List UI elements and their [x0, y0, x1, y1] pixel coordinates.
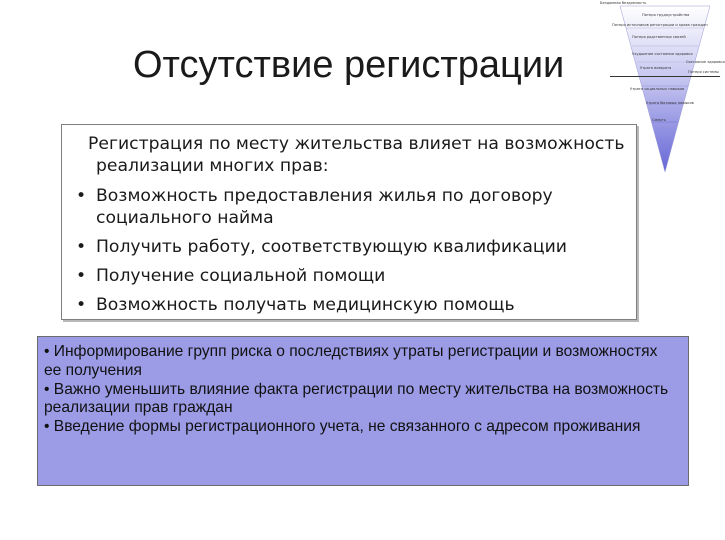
- rights-box: [61, 124, 637, 320]
- funnel-header: Бездомная бездомность: [600, 1, 647, 5]
- funnel-label: Ухудшение состояния здоровья: [632, 52, 693, 56]
- list-item-text: Возможность получать медицинскую помощь: [96, 295, 515, 315]
- measure-item: • Важно уменьшить влияние факта регистрации по месту жительства на возможность реализации прав граждан: [44, 380, 669, 417]
- measure-item: • Информирование групп риска о последствиях утраты регистрации и возможностях ее получения: [44, 343, 658, 379]
- funnel-label: Утрата социальных навыков: [630, 87, 685, 91]
- funnel-label: Утрата бытовых навыков: [646, 101, 694, 105]
- funnel-label: Утрата возврата: [640, 66, 672, 70]
- funnel-label: Смерть: [652, 118, 666, 122]
- funnel-label: Потеря трудоустройства: [642, 13, 690, 17]
- funnel-label: Потеря источников регистрации и крова граждан: [612, 23, 708, 27]
- list-item: [72, 294, 628, 316]
- funnel-label: Состояние здоровья: [686, 60, 725, 64]
- funnel-label: Потеря системы: [688, 70, 719, 74]
- list-item: [72, 265, 628, 287]
- slide-title: Отсутствие регистрации: [133, 44, 565, 86]
- rights-intro: Регистрация по месту жительства влияет на возможность реализации многих прав:: [88, 134, 625, 176]
- list-item-text: Получение социальной помощи: [96, 266, 386, 286]
- list-item: [72, 185, 628, 229]
- measure-item: • Введение формы регистрационного учета, не связанного с адресом проживания: [44, 418, 641, 436]
- list-item-text: Возможность предоставления жилья по договору социального найма: [96, 186, 553, 228]
- bullet-dot: •: [76, 237, 87, 257]
- funnel-label: Потеря родственных связей: [632, 35, 686, 39]
- measures-list: [38, 343, 678, 437]
- bullet-dot: •: [76, 186, 87, 206]
- bullet-dot: •: [76, 295, 87, 315]
- rights-list: [72, 185, 628, 323]
- measures-box: [37, 336, 689, 486]
- title-divider: [610, 76, 720, 77]
- list-item-text: Получить работу, соответствующую квалификации: [96, 237, 567, 257]
- bullet-dot: •: [76, 266, 87, 286]
- list-item: [72, 236, 628, 258]
